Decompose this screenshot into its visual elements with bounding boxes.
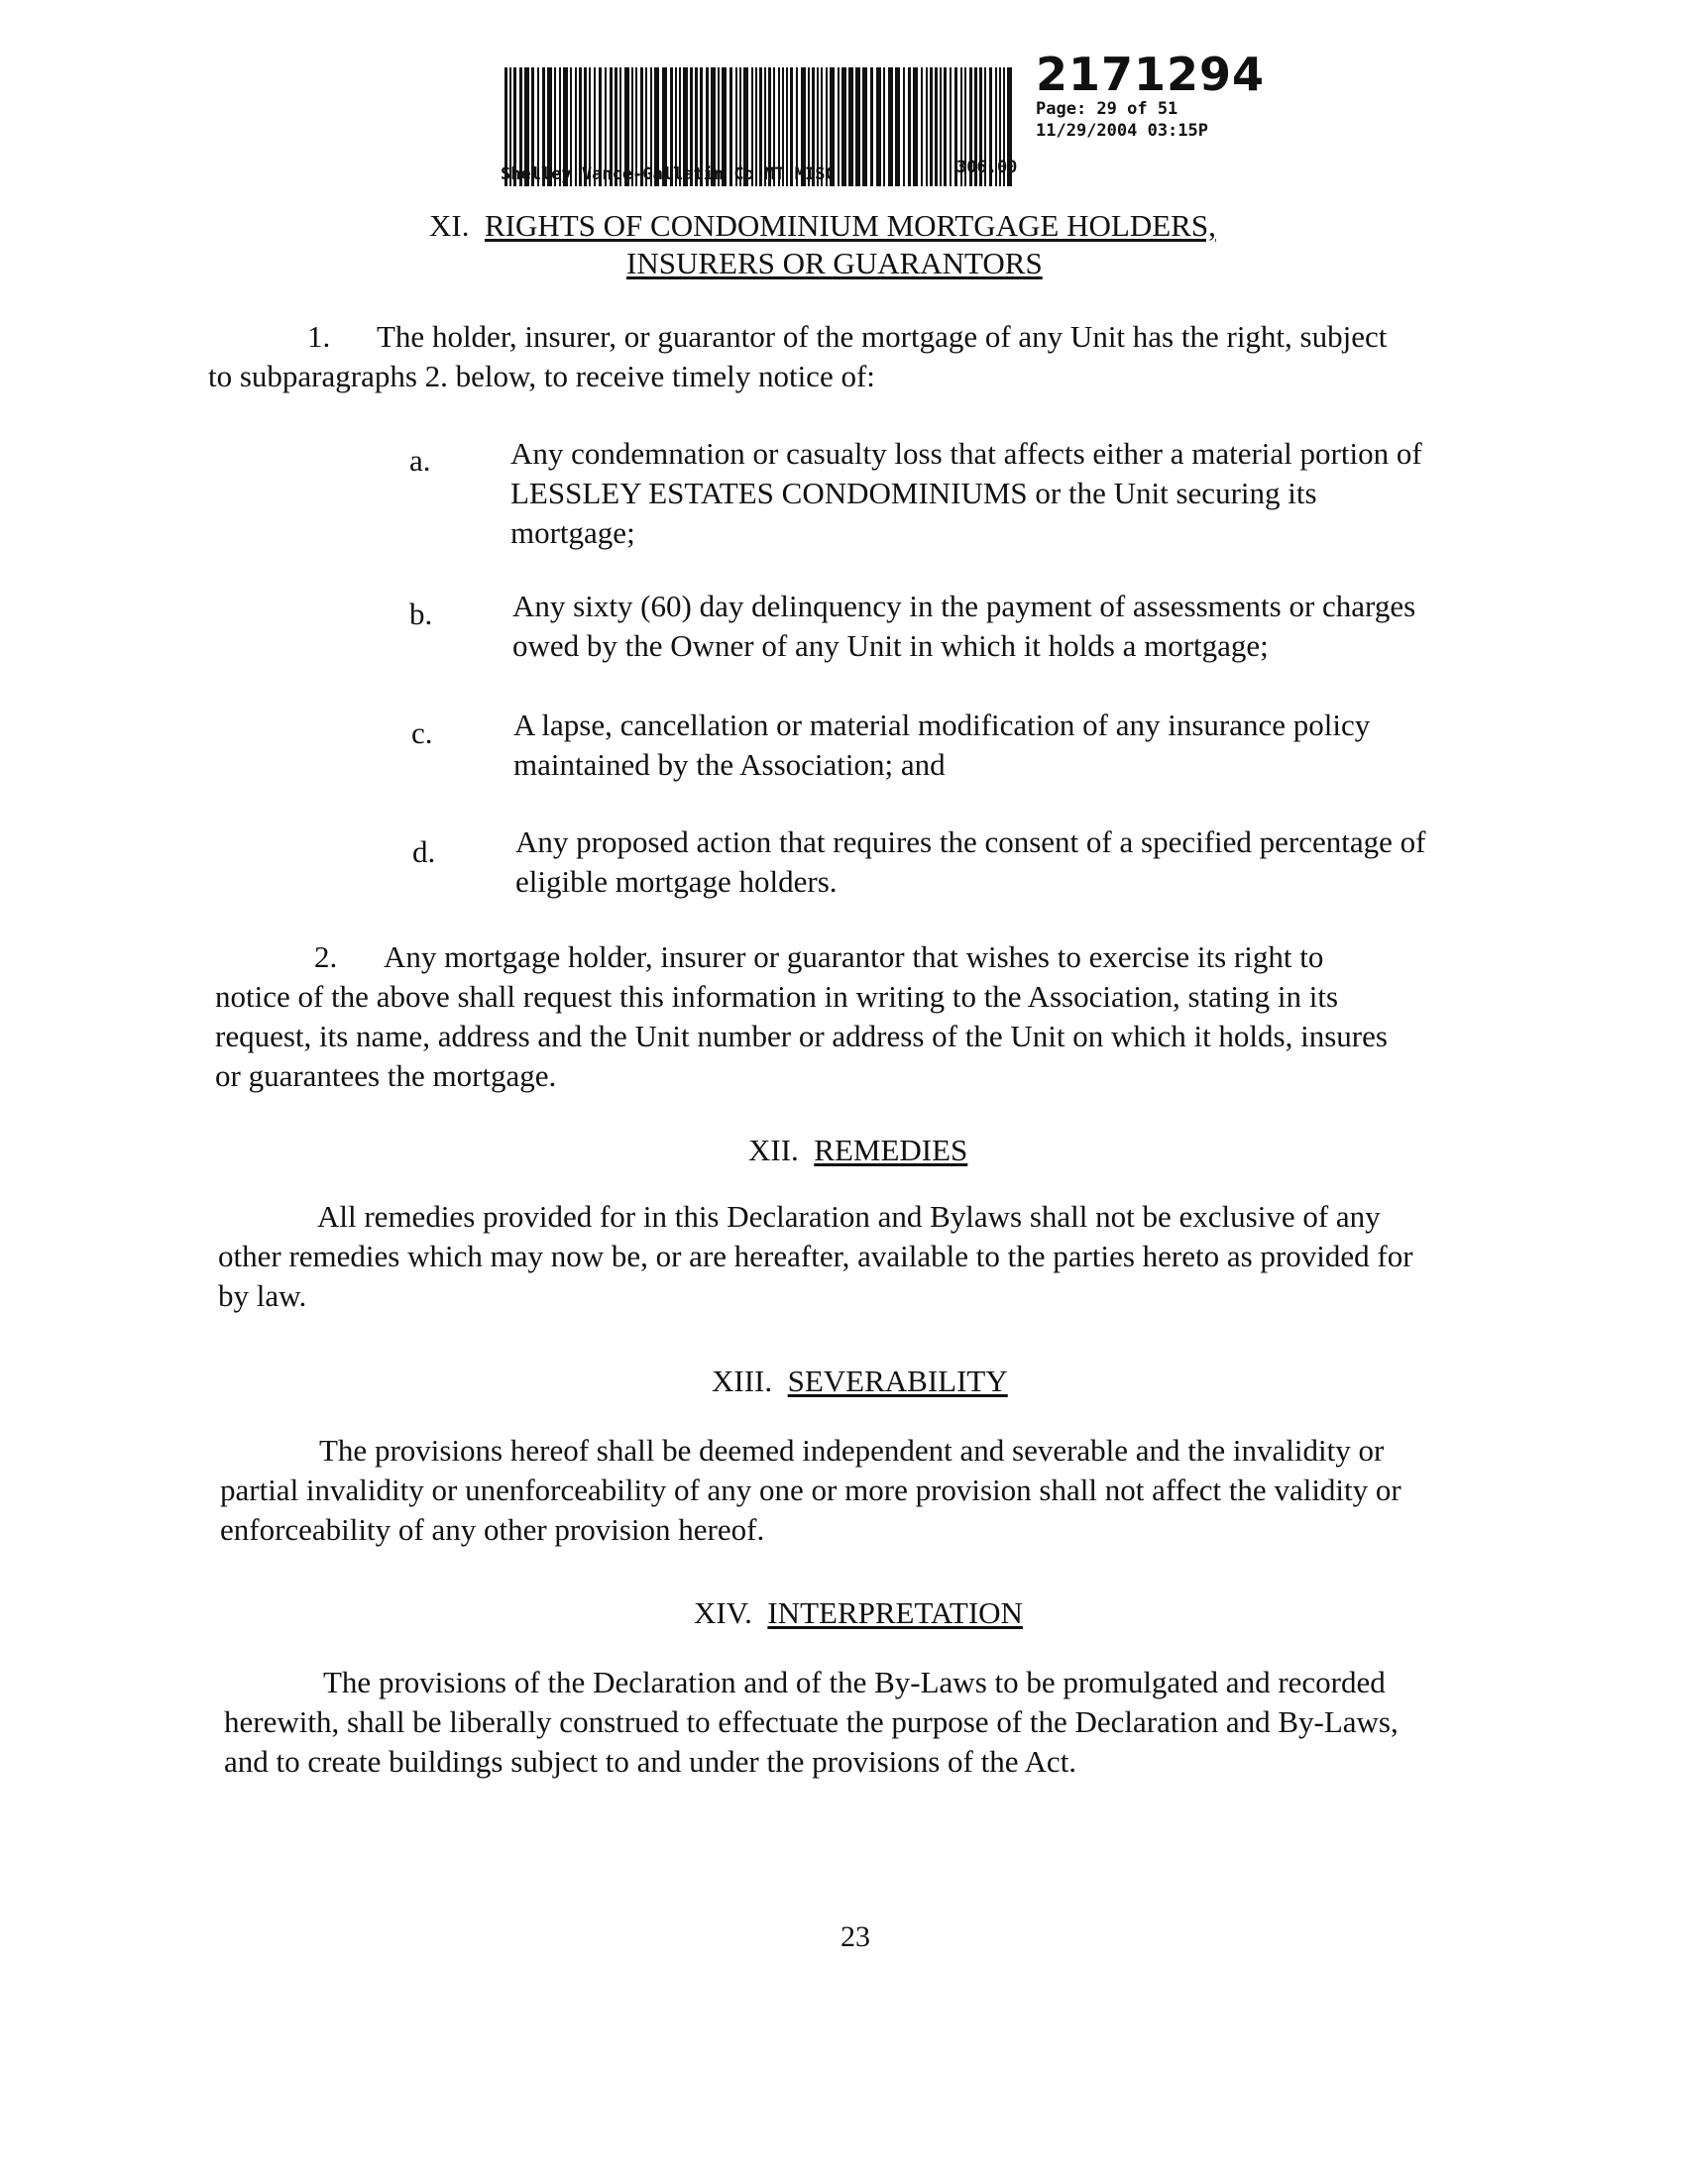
item-d-letter: d.	[412, 834, 436, 869]
item-a-letter: a.	[409, 443, 431, 478]
stamp-recorder: Shelley Vance-Gallatin Co MT MISC	[501, 164, 836, 184]
section-xiv-line1: The provisions of the Declaration and of the By-Laws to be promulgated and recorded	[323, 1665, 1386, 1699]
barcode-bar	[895, 67, 900, 186]
section-xiv-line2: herewith, shall be liberally construed to effectuate the purpose of the Declaration and By-Laws,	[224, 1704, 1399, 1739]
section-xiii-heading	[712, 1365, 1008, 1396]
stamp-fee: 306.00	[956, 158, 1018, 177]
section-xii-title: REMEDIES	[814, 1133, 968, 1167]
barcode-bar	[862, 67, 867, 186]
item-d-line: Any proposed action that requires the consent of a specified percentage of	[515, 824, 1426, 859]
paragraph-2-line1: Any mortgage holder, insurer or guarantor that wishes to exercise its right to	[384, 939, 1324, 974]
section-xii-line2: other remedies which may now be, or are hereafter, available to the parties hereto as provided for	[218, 1239, 1413, 1273]
section-xiii-numeral: XIII.	[712, 1364, 773, 1398]
barcode-bar	[848, 67, 853, 186]
barcode-bar	[944, 67, 947, 186]
stamp-page-info: Page: 29 of 51	[1036, 99, 1178, 119]
document-number: 2171294	[1036, 48, 1266, 101]
section-xii-heading	[748, 1135, 967, 1165]
item-d-line: eligible mortgage holders.	[515, 864, 838, 899]
section-xii-paragraph	[218, 1197, 1526, 1316]
section-xiv-numeral: XIV.	[694, 1595, 752, 1630]
barcode-bar	[930, 67, 933, 186]
barcode-bar	[903, 67, 905, 186]
barcode-bar	[908, 67, 911, 186]
paragraph-1-line1: The holder, insurer, or guarantor of the mortgage of any Unit has the right, subject	[377, 319, 1388, 354]
paragraph-2-number: 2.	[314, 939, 338, 974]
section-xiv-paragraph	[224, 1663, 1532, 1782]
paragraph-1-line2: to subparagraphs 2. below, to receive timely notice of:	[208, 359, 875, 393]
section-xi-heading-line2	[626, 248, 1043, 278]
page-number: 23	[840, 1920, 870, 1953]
section-xiii-line2: partial invalidity or unenforceability of any one or more provision shall not affect the validity or	[220, 1473, 1401, 1507]
item-c-line: maintained by the Association; and	[513, 747, 946, 782]
barcode-bar	[888, 67, 893, 186]
item-c-line: A lapse, cancellation or material modification of any insurance policy	[513, 708, 1371, 742]
item-c-text	[513, 706, 1505, 785]
section-xi-title-line1: RIGHTS OF CONDOMINIUM MORTGAGE HOLDERS,	[484, 208, 1216, 243]
section-xi-numeral: XI.	[429, 208, 470, 243]
section-xiv-title: INTERPRETATION	[767, 1595, 1023, 1630]
item-a-text	[510, 434, 1502, 553]
section-xii-numeral: XII.	[748, 1133, 799, 1167]
section-xii-line3: by law.	[218, 1278, 307, 1313]
section-xiii-line3: enforceability of any other provision hereof.	[220, 1512, 765, 1547]
barcode-bar	[950, 67, 952, 186]
section-xi-paragraph-2	[215, 937, 1523, 1096]
barcode-bar	[838, 67, 840, 186]
item-b-letter: b.	[409, 597, 433, 631]
paragraph-2-line4: or guarantees the mortgage.	[215, 1058, 557, 1093]
barcode-bar	[913, 67, 918, 186]
section-xii-line1: All remedies provided for in this Declaration and Bylaws shall not be exclusive of any	[317, 1199, 1381, 1234]
barcode-bar	[841, 67, 846, 186]
paragraph-2-line3: request, its name, address and the Unit number or address of the Unit on which it holds, insures	[215, 1019, 1388, 1053]
barcode-bar	[940, 67, 942, 186]
barcode-bar	[935, 67, 938, 186]
barcode-bar	[876, 67, 881, 186]
item-b-line: owed by the Owner of any Unit in which it holds a mortgage;	[512, 628, 1269, 663]
item-a-line: Any condemnation or casualty loss that affects either a material portion of	[510, 436, 1422, 471]
item-d-text	[515, 822, 1507, 902]
section-xiii-title: SEVERABILITY	[787, 1364, 1008, 1398]
section-xiii-line1: The provisions hereof shall be deemed independent and severable and the invalidity or	[319, 1433, 1385, 1468]
stamp-datetime: 11/29/2004 03:15P	[1036, 121, 1208, 141]
section-xiii-paragraph	[220, 1431, 1528, 1550]
barcode-bar	[870, 67, 873, 186]
paragraph-2-line2: notice of the above shall request this information in writing to the Association, stating in its	[215, 979, 1339, 1014]
paragraph-1-number: 1.	[307, 319, 331, 354]
section-xi-title-line2: INSURERS OR GUARANTORS	[626, 246, 1043, 280]
section-xiv-line3: and to create buildings subject to and under the provisions of the Act.	[224, 1744, 1077, 1779]
item-c-letter: c.	[411, 715, 433, 750]
barcode-bar	[883, 67, 885, 186]
item-a-line: mortgage;	[510, 515, 635, 550]
item-a-line: LESSLEY ESTATES CONDOMINIUMS or the Unit securing its	[510, 476, 1317, 510]
barcode-bar	[926, 67, 928, 186]
barcode-bar	[855, 67, 860, 186]
section-xiv-heading	[694, 1597, 1023, 1628]
section-xi-heading-line1	[429, 210, 1216, 241]
barcode-bar	[921, 67, 923, 186]
item-b-text	[512, 587, 1504, 666]
item-b-line: Any sixty (60) day delinquency in the payment of assessments or charges	[512, 589, 1416, 623]
section-xi-paragraph-1	[208, 317, 1497, 396]
